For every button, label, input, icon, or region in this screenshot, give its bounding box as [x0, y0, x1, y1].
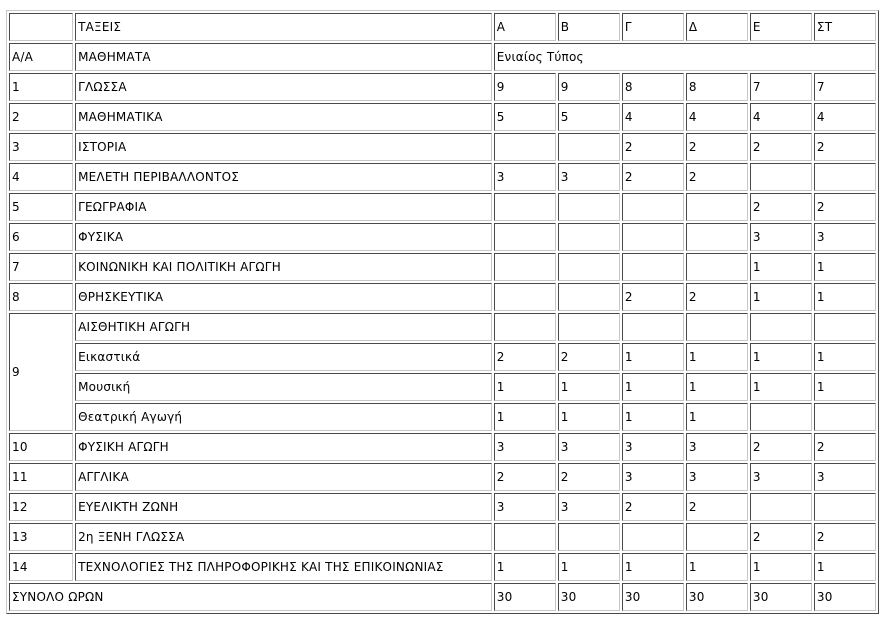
hours-cell [750, 313, 812, 341]
hours-cell: 2 [622, 163, 684, 191]
row-number-cell: 13 [9, 523, 73, 551]
hours-cell: 1 [750, 553, 812, 581]
hours-cell: 9 [494, 73, 556, 101]
hours-cell: 1 [814, 343, 876, 371]
hours-cell: 7 [814, 73, 876, 101]
table-row [9, 223, 876, 251]
school-type-cell: Ενιαίος Τύπος [494, 43, 876, 71]
aa-header-cell: Α/Α [9, 43, 73, 71]
table-row [9, 373, 876, 401]
subject-cell: ΘΡΗΣΚΕΥΤΙΚΑ [75, 283, 492, 311]
hours-cell: 1 [622, 403, 684, 431]
total-hours-cell: 30 [750, 583, 812, 611]
hours-cell [686, 193, 748, 221]
hours-cell: 1 [622, 373, 684, 401]
hours-cell: 1 [750, 283, 812, 311]
hours-cell [814, 493, 876, 521]
hours-cell [686, 313, 748, 341]
grade-header-cell: Γ [622, 13, 684, 41]
hours-cell: 5 [558, 103, 620, 131]
hours-cell: 2 [814, 133, 876, 161]
hours-cell [558, 133, 620, 161]
hours-cell: 2 [686, 493, 748, 521]
hours-cell: 2 [750, 133, 812, 161]
hours-cell: 1 [686, 553, 748, 581]
total-row [9, 583, 876, 611]
hours-cell: 3 [814, 223, 876, 251]
grade-header-cell: Ε [750, 13, 812, 41]
hours-cell: 3 [558, 163, 620, 191]
hours-cell: 1 [686, 343, 748, 371]
hours-cell [814, 403, 876, 431]
hours-cell: 3 [686, 433, 748, 461]
subheader-row [9, 43, 876, 71]
table-row [9, 433, 876, 461]
subject-cell: ΜΕΛΕΤΗ ΠΕΡΙΒΑΛΛΟΝΤΟΣ [75, 163, 492, 191]
hours-cell: 2 [558, 463, 620, 491]
hours-cell: 3 [494, 163, 556, 191]
schedule-container [6, 10, 879, 614]
hours-cell: 7 [750, 73, 812, 101]
hours-cell: 2 [622, 283, 684, 311]
table-row [9, 493, 876, 521]
row-number-cell: 8 [9, 283, 73, 311]
subject-cell: ΓΛΩΣΣΑ [75, 73, 492, 101]
hours-cell: 3 [750, 463, 812, 491]
hours-cell [622, 253, 684, 281]
total-hours-cell: 30 [494, 583, 556, 611]
hours-cell: 2 [814, 433, 876, 461]
subject-cell: ΦΥΣΙΚΗ ΑΓΩΓΗ [75, 433, 492, 461]
subject-group-cell: ΑΙΣΘΗΤΙΚΗ ΑΓΩΓΗ [75, 313, 492, 341]
hours-cell: 3 [622, 463, 684, 491]
grade-header-cell: Β [558, 13, 620, 41]
table-row [9, 133, 876, 161]
hours-cell: 1 [814, 283, 876, 311]
table-row [9, 283, 876, 311]
hours-cell [814, 313, 876, 341]
grade-header-cell: Δ [686, 13, 748, 41]
hours-cell: 2 [686, 283, 748, 311]
row-number-cell: 14 [9, 553, 73, 581]
row-number-cell: 1 [9, 73, 73, 101]
hours-cell: 2 [750, 193, 812, 221]
header-corner-cell [9, 13, 73, 41]
hours-cell [814, 163, 876, 191]
classes-header-cell: ΤΑΞΕΙΣ [75, 13, 492, 41]
hours-cell [622, 223, 684, 251]
hours-cell [494, 313, 556, 341]
hours-cell: 1 [622, 343, 684, 371]
grade-header-cell: Α [494, 13, 556, 41]
hours-cell: 2 [814, 523, 876, 551]
hours-cell [750, 493, 812, 521]
table-row [9, 523, 876, 551]
hours-cell: 1 [814, 553, 876, 581]
total-hours-cell: 30 [558, 583, 620, 611]
hours-cell: 2 [814, 193, 876, 221]
row-number-cell: 2 [9, 103, 73, 131]
subjects-header-cell: ΜΑΘΗΜΑΤΑ [75, 43, 492, 71]
hours-cell: 1 [494, 553, 556, 581]
hours-cell: 9 [558, 73, 620, 101]
subject-cell: ΚΟΙΝΩΝΙΚΗ ΚΑΙ ΠΟΛΙΤΙΚΗ ΑΓΩΓΗ [75, 253, 492, 281]
hours-cell: 2 [558, 343, 620, 371]
hours-cell [686, 223, 748, 251]
hours-cell: 8 [622, 73, 684, 101]
subject-cell: 2η ΞΕΝΗ ΓΛΩΣΣΑ [75, 523, 492, 551]
table-row [9, 343, 876, 371]
hours-cell [750, 403, 812, 431]
hours-cell [558, 313, 620, 341]
hours-cell [494, 223, 556, 251]
hours-cell [558, 283, 620, 311]
row-number-cell: 4 [9, 163, 73, 191]
row-number-cell: 6 [9, 223, 73, 251]
total-hours-cell: 30 [686, 583, 748, 611]
subject-cell: ΓΕΩΓΡΑΦΙΑ [75, 193, 492, 221]
total-hours-cell: 30 [814, 583, 876, 611]
hours-cell: 1 [750, 253, 812, 281]
hours-cell: 4 [622, 103, 684, 131]
hours-cell: 3 [558, 433, 620, 461]
table-row [9, 463, 876, 491]
hours-cell: 1 [558, 403, 620, 431]
hours-cell: 3 [494, 433, 556, 461]
hours-cell [622, 523, 684, 551]
hours-cell [622, 193, 684, 221]
subject-cell: Θεατρική Αγωγή [75, 403, 492, 431]
hours-cell: 1 [686, 373, 748, 401]
hours-cell [558, 223, 620, 251]
row-number-cell: 5 [9, 193, 73, 221]
table-row [9, 103, 876, 131]
hours-cell: 1 [814, 253, 876, 281]
hours-cell [494, 193, 556, 221]
hours-cell: 4 [686, 103, 748, 131]
hours-cell: 2 [750, 523, 812, 551]
hours-cell: 1 [494, 403, 556, 431]
row-number-cell: 3 [9, 133, 73, 161]
row-number-cell: 9 [9, 313, 73, 431]
hours-cell: 1 [686, 403, 748, 431]
row-number-cell: 7 [9, 253, 73, 281]
hours-cell [686, 253, 748, 281]
hours-cell [494, 253, 556, 281]
row-number-cell: 11 [9, 463, 73, 491]
subject-cell: ΕΥΕΛΙΚΤΗ ΖΩΝΗ [75, 493, 492, 521]
hours-cell [622, 313, 684, 341]
hours-cell: 3 [750, 223, 812, 251]
hours-cell [558, 253, 620, 281]
header-row [9, 13, 876, 41]
table-row [9, 193, 876, 221]
hours-cell: 1 [622, 553, 684, 581]
hours-cell: 1 [750, 373, 812, 401]
subject-cell: ΦΥΣΙΚΑ [75, 223, 492, 251]
total-hours-cell: 30 [622, 583, 684, 611]
row-number-cell: 10 [9, 433, 73, 461]
hours-cell [494, 523, 556, 551]
table-row [9, 403, 876, 431]
subject-cell: ΜΑΘΗΜΑΤΙΚΑ [75, 103, 492, 131]
hours-cell [750, 163, 812, 191]
hours-cell: 5 [494, 103, 556, 131]
hours-cell: 3 [814, 463, 876, 491]
table-row [9, 163, 876, 191]
subject-cell: ΑΓΓΛΙΚΑ [75, 463, 492, 491]
hours-cell: 2 [622, 493, 684, 521]
weekly-hours-table [6, 10, 879, 614]
hours-cell: 1 [558, 373, 620, 401]
hours-cell: 2 [494, 343, 556, 371]
total-label-cell: ΣΥΝΟΛΟ ΩΡΩΝ [9, 583, 492, 611]
hours-cell: 1 [750, 343, 812, 371]
hours-cell: 2 [750, 433, 812, 461]
hours-cell: 2 [494, 463, 556, 491]
subject-cell: ΤΕΧΝΟΛΟΓΙΕΣ ΤΗΣ ΠΛΗΡΟΦΟΡΙΚΗΣ ΚΑΙ ΤΗΣ ΕΠΙΚΟΙΝΩΝΙΑΣ [75, 553, 492, 581]
hours-cell: 2 [686, 163, 748, 191]
hours-cell: 1 [558, 553, 620, 581]
hours-cell [494, 133, 556, 161]
hours-cell: 2 [686, 133, 748, 161]
table-body [9, 13, 876, 611]
subject-cell: Μουσική [75, 373, 492, 401]
hours-cell: 1 [814, 373, 876, 401]
row-number-cell: 12 [9, 493, 73, 521]
table-row [9, 253, 876, 281]
hours-cell: 8 [686, 73, 748, 101]
hours-cell [558, 193, 620, 221]
hours-cell: 4 [750, 103, 812, 131]
hours-cell: 4 [814, 103, 876, 131]
subject-cell: ΙΣΤΟΡΙΑ [75, 133, 492, 161]
hours-cell: 3 [686, 463, 748, 491]
hours-cell: 3 [622, 433, 684, 461]
hours-cell [494, 283, 556, 311]
grade-header-cell: ΣΤ [814, 13, 876, 41]
subject-cell: Εικαστικά [75, 343, 492, 371]
table-row [9, 73, 876, 101]
table-row [9, 313, 876, 341]
hours-cell: 2 [622, 133, 684, 161]
table-row [9, 553, 876, 581]
hours-cell: 3 [494, 493, 556, 521]
hours-cell [558, 523, 620, 551]
hours-cell [686, 523, 748, 551]
hours-cell: 1 [494, 373, 556, 401]
hours-cell: 3 [558, 493, 620, 521]
